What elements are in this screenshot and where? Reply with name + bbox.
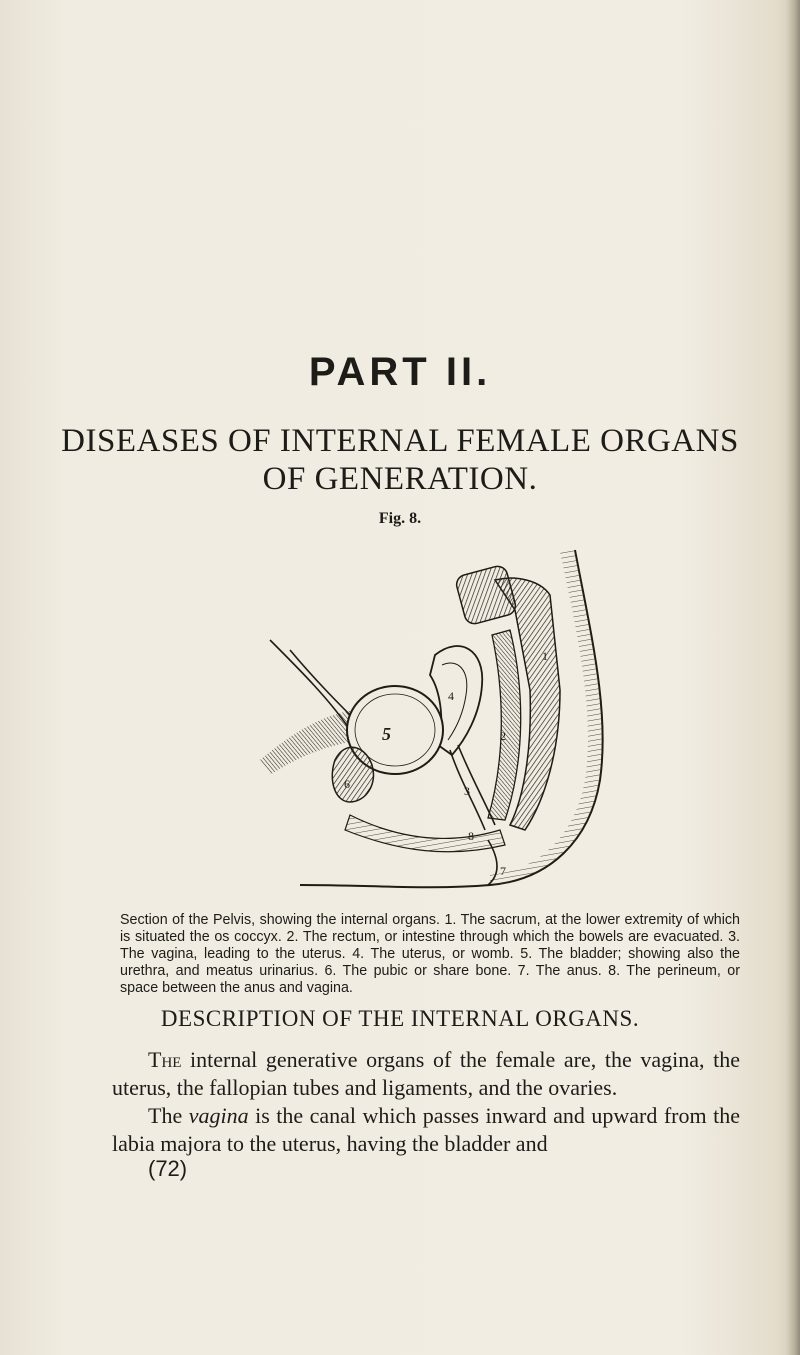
chapter-title: DISEASES OF INTERNAL FEMALE ORGANS OF GENERATION. [61, 423, 739, 497]
paragraph-2-lead: The [148, 1103, 189, 1128]
vertebra [454, 564, 517, 626]
figure-number-7: 7 [500, 864, 506, 878]
pubic-bone [332, 747, 373, 802]
section-heading: DESCRIPTION OF THE INTERNAL ORGANS. [160, 1006, 640, 1031]
figure-number-5: 5 [382, 724, 391, 744]
figure-number-8: 8 [468, 829, 474, 843]
body-text [112, 1046, 740, 1158]
figure-number-2: 2 [500, 729, 506, 743]
figure-number-4: 4 [448, 689, 454, 703]
figure-number-3: 3 [464, 784, 470, 798]
paragraph-2-term: vagina [188, 1103, 249, 1128]
pelvis-section-illustration [260, 540, 620, 890]
paragraph-2 [112, 1102, 740, 1158]
rectum [488, 630, 521, 820]
paragraph-1 [112, 1046, 740, 1102]
figure-number-1: 1 [542, 649, 548, 663]
page-number: (72) [148, 1156, 188, 1181]
paragraph-2-text: is the canal which passes inward and upward from the labia majora to the uterus, having the bladder and [112, 1103, 740, 1156]
paragraph-1-lead: The [148, 1047, 182, 1072]
figure-number-6: 6 [344, 777, 350, 791]
part-title: PART II. [308, 350, 492, 394]
page-edge-shadow [786, 0, 800, 1355]
figure-label: Fig. 8. [378, 510, 422, 527]
paragraph-1-text: internal generative organs of the female are, the vagina, the uterus, the fallopian tubes and ligaments, and the ovaries. [112, 1047, 740, 1100]
figure-caption: Section of the Pelvis, showing the internal organs. 1. The sacrum, at the lower extremity of which is situated the os coccyx. 2. The rectum, or intestine through which the bowels are evacuated. 3. The vagina, leading to the uterus. 4. The uterus, or womb. 5. The bladder; showing also the urethra, and meatus urinarius. 6. The pubic or share bone. 7. The anus. 8. The perineum, or space between the anus and vagina. [120, 912, 740, 996]
